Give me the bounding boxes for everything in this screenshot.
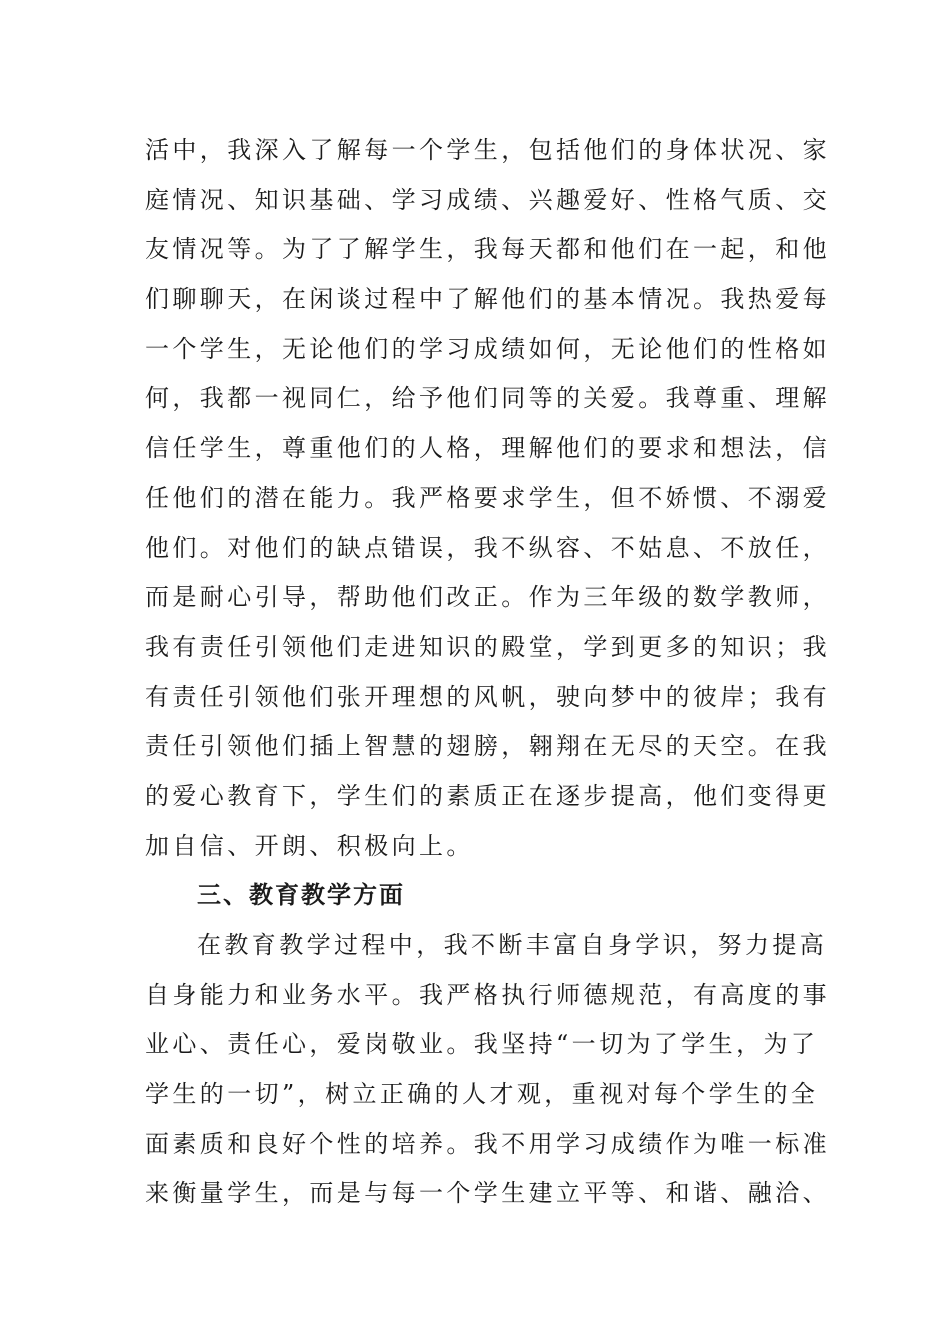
text-line: 有责任引领他们张开理想的风帆，驶向梦中的彼岸；我有 [145, 682, 830, 711]
text-line: 任他们的潜在能力。我严格要求学生，但不娇惯、不溺爱 [145, 483, 830, 512]
document-body [145, 126, 830, 1219]
text-line: 活中，我深入了解每一个学生，包括他们的身体状况、家 [145, 136, 830, 164]
text-line: 责任引领他们插上智慧的翅膀，翱翔在无尽的天空。在我 [145, 732, 830, 761]
text-line: 他们。对他们的缺点错误，我不纵容、不姑息、不放任， [145, 533, 830, 562]
section-heading: 三、教育教学方面 [197, 881, 405, 910]
text-line: 在教育教学过程中，我不断丰富自身学识，努力提高 [197, 931, 828, 959]
text-line: 们聊聊天，在闲谈过程中了解他们的基本情况。我热爱每 [145, 285, 830, 314]
text-line: 加自信、开朗、积极向上。 [145, 831, 474, 860]
text-line: 而是耐心引导，帮助他们改正。作为三年级的数学教师， [145, 583, 830, 612]
text-line: 信任学生，尊重他们的人格，理解他们的要求和想法，信 [145, 434, 830, 463]
text-line: 来衡量学生，而是与每一个学生建立平等、和谐、融洽、 [145, 1179, 830, 1208]
text-line: 业心、责任心，爱岗敬业。我坚持“一切为了学生，为了 [145, 1030, 819, 1059]
text-line: 自身能力和业务水平。我严格执行师德规范，有高度的事 [145, 980, 830, 1009]
paragraph-teaching [145, 921, 830, 1219]
text-line: 面素质和良好个性的培养。我不用学习成绩作为唯一标准 [145, 1129, 830, 1158]
text-line: 友情况等。为了了解学生，我每天都和他们在一起，和他 [145, 235, 830, 264]
text-line: 庭情况、知识基础、学习成绩、兴趣爱好、性格气质、交 [145, 185, 830, 214]
text-line: 的爱心教育下，学生们的素质正在逐步提高，他们变得更 [145, 781, 830, 810]
text-line: 何，我都一视同仁，给予他们同等的关爱。我尊重、理解 [145, 384, 830, 413]
text-line: 我有责任引领他们走进知识的殿堂，学到更多的知识；我 [145, 632, 830, 661]
text-line: 一个学生，无论他们的学习成绩如何，无论他们的性格如 [145, 334, 830, 363]
text-line: 学生的一切”，树立正确的人才观，重视对每个学生的全 [145, 1080, 819, 1109]
paragraph-teacher-care [145, 126, 830, 871]
